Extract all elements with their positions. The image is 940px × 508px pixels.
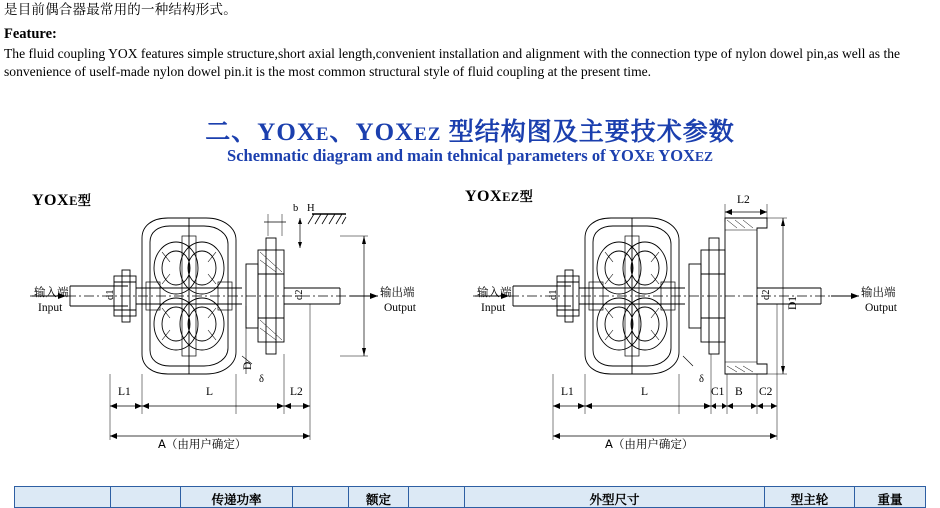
label-B-right: B bbox=[735, 386, 743, 398]
label-L-left: L bbox=[206, 386, 214, 398]
label-delta-left: δ bbox=[259, 374, 264, 385]
section-subtitle bbox=[0, 146, 940, 166]
label-L2-right: L2 bbox=[737, 194, 750, 206]
section-subtitle-main: Schemnatic diagram and main tehnical parameters of YOX bbox=[227, 146, 646, 165]
table-header-cell bbox=[409, 487, 465, 508]
table-header-cell bbox=[15, 487, 111, 508]
label-output-en-left: Output bbox=[384, 302, 416, 314]
figure-yoxe-title-main: YOX bbox=[32, 192, 70, 209]
section-title-main-a: YOX bbox=[257, 119, 316, 146]
figure-yoxez-title-main: YOX bbox=[465, 188, 503, 205]
label-C1-right: C1 bbox=[711, 386, 725, 398]
section-title bbox=[0, 112, 940, 148]
figure-yoxez-drawing bbox=[455, 178, 925, 468]
section-title-separator: 、 bbox=[329, 119, 356, 146]
section-title-prefix: 二、 bbox=[205, 119, 258, 146]
label-input-cn-right: 输入端 bbox=[477, 285, 512, 299]
label-L2-left: L2 bbox=[290, 386, 303, 398]
section-subtitle-sub-b: EZ bbox=[694, 149, 713, 164]
table-header-cell: 重量 bbox=[877, 492, 903, 507]
figure-yoxe-title-cn: 型 bbox=[77, 194, 92, 209]
label-d1-left: d1 bbox=[105, 289, 116, 300]
label-delta-right: δ bbox=[699, 374, 704, 385]
label-A-right: A（由用户确定） bbox=[605, 437, 694, 451]
section-title-tail: 型结构图及主要技术参数 bbox=[441, 119, 735, 146]
figure-yoxez-title-sub: EZ bbox=[502, 190, 520, 204]
label-L1-left: L1 bbox=[118, 386, 131, 398]
table-header-cell: 额定 bbox=[349, 487, 409, 508]
label-D1-right: D1 bbox=[787, 295, 799, 310]
figure-yoxe-drawing bbox=[10, 178, 450, 468]
label-A-left: A（由用户确定） bbox=[158, 437, 247, 451]
label-C2-right: C2 bbox=[759, 386, 773, 398]
label-output-cn-right: 输出端 bbox=[861, 285, 896, 299]
section-title-sub-b: EZ bbox=[414, 124, 442, 145]
label-input-en-right: Input bbox=[481, 302, 506, 314]
section-title-main-b: YOX bbox=[355, 119, 415, 146]
section-subtitle-mid: YOX bbox=[654, 146, 695, 165]
label-input-cn-left: 输入端 bbox=[34, 285, 69, 299]
label-d1-right: d1 bbox=[548, 289, 559, 300]
figure-yoxe-title bbox=[32, 190, 91, 210]
table-header-cell bbox=[111, 487, 181, 508]
section-title-sub-a: E bbox=[315, 124, 330, 145]
label-b-left: b bbox=[293, 203, 299, 214]
parameters-table-header bbox=[14, 486, 926, 508]
figure-yoxez bbox=[455, 178, 925, 468]
label-output-cn-left: 输出端 bbox=[380, 285, 415, 299]
figure-yoxez-title bbox=[465, 186, 533, 206]
table-header-cell: 型主轮 bbox=[765, 487, 855, 508]
intro-chinese-line: 是目前偶合器最常用的一种结构形式。 bbox=[4, 2, 237, 18]
figure-yoxe bbox=[10, 178, 450, 468]
label-d2-right: d2 bbox=[761, 289, 772, 300]
section-subtitle-sub-a: E bbox=[645, 149, 655, 164]
feature-label: Feature: bbox=[4, 26, 57, 42]
figure-yoxez-title-cn: 型 bbox=[519, 190, 534, 205]
label-D-left: D bbox=[242, 361, 254, 370]
label-input-en-left: Input bbox=[38, 302, 63, 314]
table-header-cell: 外型尺寸 bbox=[465, 487, 765, 508]
label-L1-right: L1 bbox=[561, 386, 574, 398]
table-header-cell: 传递功率 bbox=[181, 487, 293, 508]
label-L-right: L bbox=[641, 386, 649, 398]
feature-paragraph: The fluid coupling YOX features simple structure,short axial length,convenient installation and alignment with the connection type of nylon dowel pin,as well as the sonvenience of uself-made nylon dowel pin.it is the most common structural style of fluid coupling at the present time. bbox=[4, 46, 901, 79]
label-d2-left: d2 bbox=[294, 289, 305, 300]
figure-yoxe-title-sub: E bbox=[69, 194, 78, 208]
table-header-cell bbox=[293, 487, 349, 508]
label-output-en-right: Output bbox=[865, 302, 897, 314]
label-H-left: H bbox=[307, 203, 315, 214]
